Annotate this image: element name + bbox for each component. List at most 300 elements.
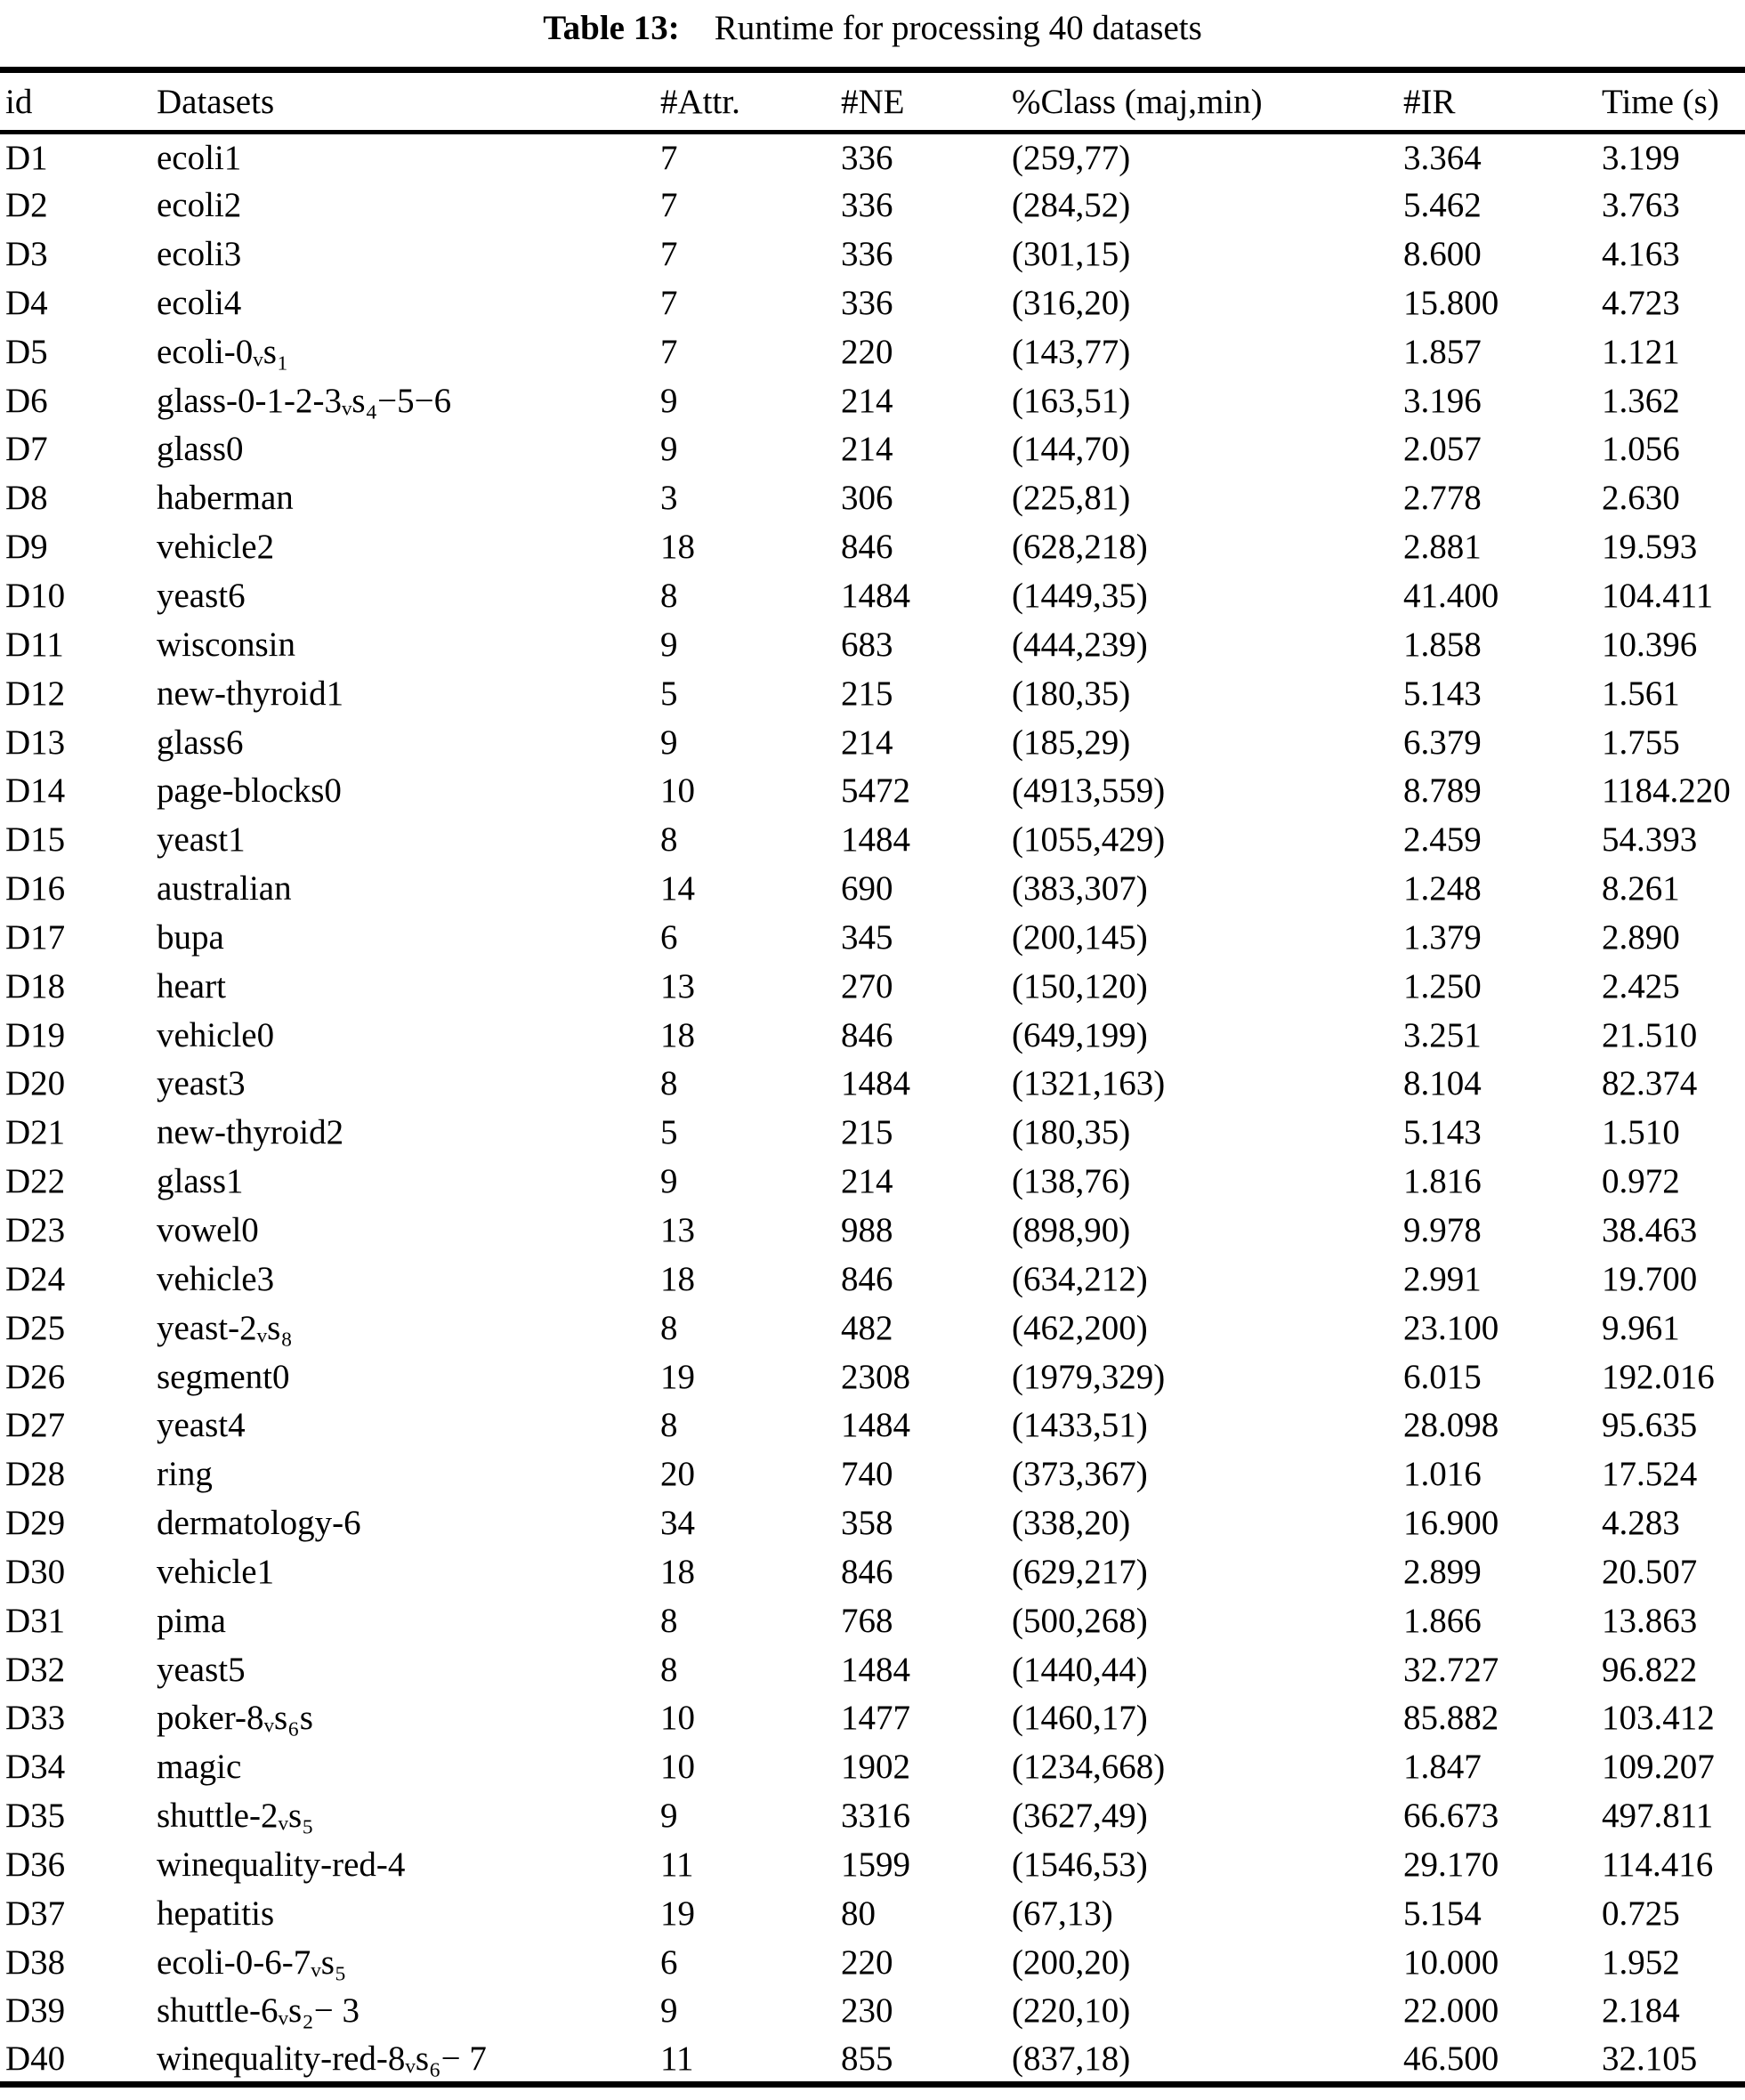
- cell-datasets: shuttle-2ᵥs₅: [157, 1797, 314, 1836]
- cell-ne: 1484: [841, 1406, 910, 1445]
- table-row: [0, 1840, 1745, 1889]
- cell-ir: 3.364: [1403, 138, 1482, 177]
- table-row: [0, 2035, 1745, 2084]
- cell-datasets: ecoli1: [157, 138, 242, 177]
- cell-time: 54.393: [1602, 820, 1698, 860]
- cell-ne: 1484: [841, 577, 910, 616]
- col-header-class: %Class (maj,min): [1012, 82, 1263, 121]
- cell-attr: 9: [660, 723, 678, 762]
- cell-id: D11: [5, 625, 64, 664]
- cell-id: D13: [5, 723, 66, 762]
- table-row: [0, 1889, 1745, 1938]
- cell-ne: 1902: [841, 1748, 910, 1787]
- table-row: [0, 718, 1745, 767]
- cell-id: D3: [5, 235, 48, 274]
- cell-id: D29: [5, 1504, 66, 1543]
- cell-ne: 846: [841, 1015, 893, 1054]
- cell-id: D18: [5, 966, 66, 1006]
- cell-attr: 5: [660, 1113, 678, 1152]
- cell-id: D2: [5, 186, 48, 225]
- table-row: [0, 1353, 1745, 1401]
- table-row: [0, 962, 1745, 1011]
- cell-attr: 11: [660, 1845, 694, 1884]
- cell-class: (316,20): [1012, 283, 1131, 322]
- cell-id: D25: [5, 1308, 66, 1347]
- cell-id: D36: [5, 1845, 66, 1884]
- cell-time: 1.121: [1602, 332, 1680, 371]
- cell-ne: 80: [841, 1894, 876, 1933]
- cell-class: (383,307): [1012, 869, 1148, 909]
- cell-datasets: dermatology-6: [157, 1504, 361, 1543]
- table-row: [0, 1791, 1745, 1840]
- cell-datasets: hepatitis: [157, 1894, 275, 1933]
- table-row: [0, 1157, 1745, 1206]
- cell-ir: 2.778: [1403, 479, 1482, 518]
- cell-time: 1.952: [1602, 1942, 1680, 1982]
- cell-datasets: glass6: [157, 723, 244, 762]
- cell-datasets: page-blocks0: [157, 771, 342, 811]
- cell-time: 95.635: [1602, 1406, 1698, 1445]
- table-row: [0, 1304, 1745, 1353]
- cell-attr: 19: [660, 1357, 695, 1396]
- cell-ne: 214: [841, 723, 893, 762]
- cell-attr: 7: [660, 138, 678, 177]
- cell-ir: 8.104: [1403, 1064, 1482, 1103]
- col-header-attr: #Attr.: [660, 82, 740, 121]
- cell-id: D37: [5, 1894, 66, 1933]
- cell-time: 1184.220: [1602, 771, 1731, 811]
- cell-ir: 2.057: [1403, 430, 1482, 469]
- cell-time: 2.184: [1602, 1991, 1680, 2031]
- cell-time: 1.561: [1602, 674, 1680, 713]
- cell-ir: 2.991: [1403, 1259, 1482, 1298]
- cell-attr: 6: [660, 917, 678, 957]
- cell-class: (150,120): [1012, 966, 1148, 1006]
- cell-id: D27: [5, 1406, 66, 1445]
- table-row: [0, 1694, 1745, 1743]
- cell-ir: 3.196: [1403, 381, 1482, 420]
- cell-id: D19: [5, 1015, 66, 1054]
- cell-ir: 23.100: [1403, 1308, 1499, 1347]
- cell-datasets: glass1: [157, 1162, 244, 1201]
- cell-ir: 1.816: [1403, 1162, 1482, 1201]
- cell-ne: 482: [841, 1308, 893, 1347]
- cell-ne: 345: [841, 917, 893, 957]
- cell-datasets: ring: [157, 1455, 213, 1494]
- cell-id: D31: [5, 1601, 66, 1640]
- cell-time: 2.425: [1602, 966, 1680, 1006]
- cell-attr: 8: [660, 1406, 678, 1445]
- cell-ir: 1.866: [1403, 1601, 1482, 1640]
- cell-ir: 6.379: [1403, 723, 1482, 762]
- cell-ir: 5.143: [1403, 1113, 1482, 1152]
- cell-time: 9.961: [1602, 1308, 1680, 1347]
- cell-class: (200,145): [1012, 917, 1148, 957]
- cell-class: (144,70): [1012, 430, 1131, 469]
- cell-ne: 846: [841, 1259, 893, 1298]
- cell-time: 20.507: [1602, 1552, 1698, 1591]
- cell-ne: 2308: [841, 1357, 910, 1396]
- table-row: [0, 669, 1745, 718]
- cell-id: D38: [5, 1942, 66, 1982]
- cell-class: (1055,429): [1012, 820, 1166, 860]
- table-row: [0, 279, 1745, 327]
- table-row: [0, 1596, 1745, 1645]
- cell-ne: 214: [841, 1162, 893, 1201]
- cell-id: D33: [5, 1699, 66, 1738]
- cell-datasets: glass-0-1-2-3ᵥs₄−5−6: [157, 381, 452, 420]
- cell-id: D8: [5, 479, 48, 518]
- cell-class: (67,13): [1012, 1894, 1113, 1933]
- table-row: [0, 913, 1745, 962]
- cell-class: (629,217): [1012, 1552, 1148, 1591]
- cell-attr: 10: [660, 1748, 695, 1787]
- cell-class: (163,51): [1012, 381, 1131, 420]
- cell-datasets: yeast6: [157, 577, 246, 616]
- cell-time: 10.396: [1602, 625, 1698, 664]
- cell-class: (200,20): [1012, 1942, 1131, 1982]
- cell-datasets: glass0: [157, 430, 244, 469]
- cell-id: D9: [5, 528, 48, 567]
- col-header-ir: #IR: [1403, 82, 1456, 121]
- cell-attr: 7: [660, 186, 678, 225]
- cell-ir: 1.379: [1403, 917, 1482, 957]
- cell-class: (143,77): [1012, 332, 1131, 371]
- cell-attr: 8: [660, 1064, 678, 1103]
- cell-datasets: ecoli4: [157, 283, 242, 322]
- cell-attr: 8: [660, 1650, 678, 1689]
- cell-attr: 18: [660, 1552, 695, 1591]
- cell-ne: 336: [841, 283, 893, 322]
- cell-ir: 32.727: [1403, 1650, 1499, 1689]
- cell-id: D10: [5, 577, 66, 616]
- cell-attr: 18: [660, 528, 695, 567]
- cell-ne: 306: [841, 479, 893, 518]
- cell-datasets: new-thyroid1: [157, 674, 344, 713]
- cell-attr: 10: [660, 1699, 695, 1738]
- cell-id: D22: [5, 1162, 66, 1201]
- cell-ir: 1.016: [1403, 1455, 1482, 1494]
- cell-id: D28: [5, 1455, 66, 1494]
- cell-ir: 1.858: [1403, 625, 1482, 664]
- cell-datasets: winequality-red-4: [157, 1845, 406, 1884]
- table-body: [0, 133, 1745, 2085]
- cell-time: 8.261: [1602, 869, 1680, 909]
- table-row: [0, 1011, 1745, 1060]
- cell-ne: 690: [841, 869, 893, 909]
- cell-ne: 1484: [841, 1064, 910, 1103]
- cell-time: 1.362: [1602, 381, 1680, 420]
- cell-time: 0.972: [1602, 1162, 1680, 1201]
- cell-ir: 5.462: [1403, 186, 1482, 225]
- cell-ne: 683: [841, 625, 893, 664]
- cell-ir: 22.000: [1403, 1991, 1499, 2031]
- cell-datasets: ecoli-0ᵥs₁: [157, 332, 289, 371]
- cell-id: D6: [5, 381, 48, 420]
- cell-time: 17.524: [1602, 1455, 1698, 1494]
- cell-attr: 8: [660, 1601, 678, 1640]
- table-row: [0, 376, 1745, 425]
- table-row: [0, 425, 1745, 474]
- cell-ir: 41.400: [1403, 577, 1499, 616]
- cell-time: 32.105: [1602, 2039, 1698, 2078]
- cell-id: D21: [5, 1113, 66, 1152]
- table-row: [0, 1255, 1745, 1304]
- cell-class: (500,268): [1012, 1601, 1148, 1640]
- table-row: [0, 1938, 1745, 1987]
- cell-datasets: shuttle-6ᵥs₂− 3: [157, 1991, 360, 2031]
- cell-attr: 6: [660, 1942, 678, 1982]
- cell-ir: 9.978: [1403, 1210, 1482, 1249]
- cell-id: D24: [5, 1259, 66, 1298]
- cell-datasets: ecoli3: [157, 235, 242, 274]
- cell-time: 1.755: [1602, 723, 1680, 762]
- cell-time: 4.283: [1602, 1504, 1680, 1543]
- cell-class: (634,212): [1012, 1259, 1148, 1298]
- table-row: [0, 1547, 1745, 1596]
- cell-time: 1.510: [1602, 1113, 1680, 1152]
- cell-time: 3.763: [1602, 186, 1680, 225]
- table-row: [0, 864, 1745, 913]
- cell-class: (1979,329): [1012, 1357, 1166, 1396]
- cell-attr: 9: [660, 1797, 678, 1836]
- cell-datasets: yeast5: [157, 1650, 246, 1689]
- cell-time: 4.723: [1602, 283, 1680, 322]
- cell-time: 96.822: [1602, 1650, 1698, 1689]
- cell-attr: 8: [660, 577, 678, 616]
- cell-attr: 10: [660, 771, 695, 811]
- cell-id: D15: [5, 820, 66, 860]
- table-row: [0, 230, 1745, 279]
- cell-ne: 214: [841, 381, 893, 420]
- cell-datasets: pima: [157, 1601, 226, 1640]
- cell-ne: 740: [841, 1455, 893, 1494]
- cell-ir: 15.800: [1403, 283, 1499, 322]
- cell-time: 21.510: [1602, 1015, 1698, 1054]
- cell-ne: 3316: [841, 1797, 910, 1836]
- cell-datasets: bupa: [157, 917, 224, 957]
- table-row: [0, 1498, 1745, 1547]
- cell-datasets: ecoli2: [157, 186, 242, 225]
- cell-id: D1: [5, 138, 48, 177]
- cell-attr: 9: [660, 430, 678, 469]
- cell-ne: 1484: [841, 820, 910, 860]
- cell-ir: 66.673: [1403, 1797, 1499, 1836]
- cell-class: (4913,559): [1012, 771, 1166, 811]
- cell-id: D23: [5, 1210, 66, 1249]
- cell-datasets: winequality-red-8ᵥs₆− 7: [157, 2039, 487, 2078]
- table-row: [0, 1742, 1745, 1791]
- cell-id: D32: [5, 1650, 66, 1689]
- cell-ne: 358: [841, 1504, 893, 1543]
- cell-time: 192.016: [1602, 1357, 1715, 1396]
- caption-spacer: [688, 9, 706, 47]
- cell-ne: 846: [841, 1552, 893, 1591]
- table-row: [0, 815, 1745, 864]
- table-row: [0, 522, 1745, 571]
- cell-class: (628,218): [1012, 528, 1148, 567]
- cell-class: (220,10): [1012, 1991, 1131, 2031]
- cell-ir: 1.248: [1403, 869, 1482, 909]
- cell-class: (3627,49): [1012, 1797, 1148, 1836]
- cell-ne: 336: [841, 138, 893, 177]
- cell-datasets: vehicle2: [157, 528, 275, 567]
- cell-id: D12: [5, 674, 66, 713]
- cell-id: D5: [5, 332, 48, 371]
- cell-id: D26: [5, 1357, 66, 1396]
- col-header-datasets: Datasets: [157, 82, 275, 121]
- cell-ir: 16.900: [1403, 1504, 1499, 1543]
- cell-datasets: vehicle3: [157, 1259, 275, 1298]
- cell-ne: 270: [841, 966, 893, 1006]
- cell-id: D34: [5, 1748, 66, 1787]
- cell-class: (1460,17): [1012, 1699, 1148, 1738]
- cell-class: (649,199): [1012, 1015, 1148, 1054]
- cell-class: (1321,163): [1012, 1064, 1166, 1103]
- cell-ir: 8.600: [1403, 235, 1482, 274]
- cell-class: (180,35): [1012, 674, 1131, 713]
- table-row: [0, 473, 1745, 522]
- cell-ir: 2.459: [1403, 820, 1482, 860]
- cell-attr: 9: [660, 1991, 678, 2031]
- cell-datasets: ecoli-0-6-7ᵥs₅: [157, 1942, 347, 1982]
- table-row: [0, 620, 1745, 669]
- cell-class: (1234,668): [1012, 1748, 1166, 1787]
- cell-class: (284,52): [1012, 186, 1131, 225]
- cell-attr: 13: [660, 966, 695, 1006]
- cell-time: 0.725: [1602, 1894, 1680, 1933]
- cell-attr: 9: [660, 625, 678, 664]
- cell-ir: 29.170: [1403, 1845, 1499, 1884]
- cell-ne: 220: [841, 1942, 893, 1982]
- cell-time: 19.700: [1602, 1259, 1698, 1298]
- cell-class: (898,90): [1012, 1210, 1131, 1249]
- cell-id: D20: [5, 1064, 66, 1103]
- cell-ne: 846: [841, 528, 893, 567]
- cell-ir: 1.847: [1403, 1748, 1482, 1787]
- cell-time: 38.463: [1602, 1210, 1698, 1249]
- col-header-id: id: [5, 82, 33, 121]
- cell-ne: 855: [841, 2039, 893, 2078]
- table-row: [0, 181, 1745, 230]
- cell-time: 497.811: [1602, 1797, 1714, 1836]
- cell-datasets: poker-8ᵥs₆s: [157, 1699, 313, 1738]
- cell-id: D4: [5, 283, 48, 322]
- cell-datasets: vehicle0: [157, 1015, 275, 1054]
- cell-class: (462,200): [1012, 1308, 1148, 1347]
- cell-attr: 7: [660, 235, 678, 274]
- cell-ir: 8.789: [1403, 771, 1482, 811]
- cell-time: 3.199: [1602, 138, 1680, 177]
- cell-attr: 8: [660, 1308, 678, 1347]
- cell-ne: 1477: [841, 1699, 910, 1738]
- cell-class: (338,20): [1012, 1504, 1131, 1543]
- cell-datasets: segment0: [157, 1357, 290, 1396]
- cell-time: 4.163: [1602, 235, 1680, 274]
- cell-ne: 768: [841, 1601, 893, 1640]
- cell-ne: 5472: [841, 771, 910, 811]
- cell-id: D14: [5, 771, 66, 811]
- cell-ne: 1599: [841, 1845, 910, 1884]
- cell-ne: 1484: [841, 1650, 910, 1689]
- cell-datasets: heart: [157, 966, 226, 1006]
- cell-id: D35: [5, 1797, 66, 1836]
- cell-attr: 13: [660, 1210, 695, 1249]
- cell-datasets: vehicle1: [157, 1552, 275, 1591]
- cell-ne: 336: [841, 186, 893, 225]
- cell-attr: 20: [660, 1455, 695, 1494]
- cell-class: (185,29): [1012, 723, 1131, 762]
- table-row: [0, 1401, 1745, 1450]
- cell-attr: 5: [660, 674, 678, 713]
- cell-datasets: yeast-2ᵥs₈: [157, 1308, 293, 1347]
- cell-class: (138,76): [1012, 1162, 1131, 1201]
- datasets-runtime-table: [0, 67, 1745, 2088]
- table-row: [0, 327, 1745, 376]
- cell-attr: 18: [660, 1259, 695, 1298]
- table-row: [0, 1987, 1745, 2036]
- table-row: [0, 1645, 1745, 1694]
- cell-datasets: wisconsin: [157, 625, 295, 664]
- table-row: [0, 766, 1745, 815]
- cell-ne: 214: [841, 430, 893, 469]
- cell-ne: 220: [841, 332, 893, 371]
- cell-id: D16: [5, 869, 66, 909]
- cell-ir: 46.500: [1403, 2039, 1499, 2078]
- table-caption: [0, 0, 1745, 50]
- cell-ir: 2.881: [1403, 528, 1482, 567]
- cell-class: (1546,53): [1012, 1845, 1148, 1884]
- cell-ir: 28.098: [1403, 1406, 1499, 1445]
- table-row: [0, 1060, 1745, 1109]
- col-header-ne: #NE: [841, 82, 905, 121]
- cell-attr: 11: [660, 2039, 694, 2078]
- cell-class: (180,35): [1012, 1113, 1131, 1152]
- cell-class: (837,18): [1012, 2039, 1131, 2078]
- cell-attr: 19: [660, 1894, 695, 1933]
- cell-ne: 988: [841, 1210, 893, 1249]
- cell-datasets: new-thyroid2: [157, 1113, 344, 1152]
- cell-time: 19.593: [1602, 528, 1698, 567]
- cell-datasets: haberman: [157, 479, 294, 518]
- cell-datasets: yeast1: [157, 820, 246, 860]
- cell-ne: 336: [841, 235, 893, 274]
- cell-ne: 215: [841, 1113, 893, 1152]
- cell-attr: 34: [660, 1504, 695, 1543]
- cell-datasets: yeast3: [157, 1064, 246, 1103]
- cell-time: 114.416: [1602, 1845, 1714, 1884]
- cell-id: D7: [5, 430, 48, 469]
- cell-time: 13.863: [1602, 1601, 1698, 1640]
- cell-attr: 3: [660, 479, 678, 518]
- cell-time: 103.412: [1602, 1699, 1715, 1738]
- cell-ir: 5.154: [1403, 1894, 1482, 1933]
- table-caption-text: Runtime for processing 40 datasets: [714, 9, 1202, 47]
- table-row: [0, 1206, 1745, 1255]
- cell-class: (444,239): [1012, 625, 1148, 664]
- table-header-row: [0, 70, 1745, 133]
- cell-attr: 7: [660, 283, 678, 322]
- cell-id: D30: [5, 1552, 66, 1591]
- table-header: [0, 70, 1745, 133]
- cell-time: 82.374: [1602, 1064, 1698, 1103]
- table-row: [0, 1450, 1745, 1498]
- cell-attr: 14: [660, 869, 695, 909]
- cell-id: D17: [5, 917, 66, 957]
- cell-ne: 230: [841, 1991, 893, 2031]
- cell-class: (1433,51): [1012, 1406, 1148, 1445]
- col-header-time: Time (s): [1602, 82, 1719, 121]
